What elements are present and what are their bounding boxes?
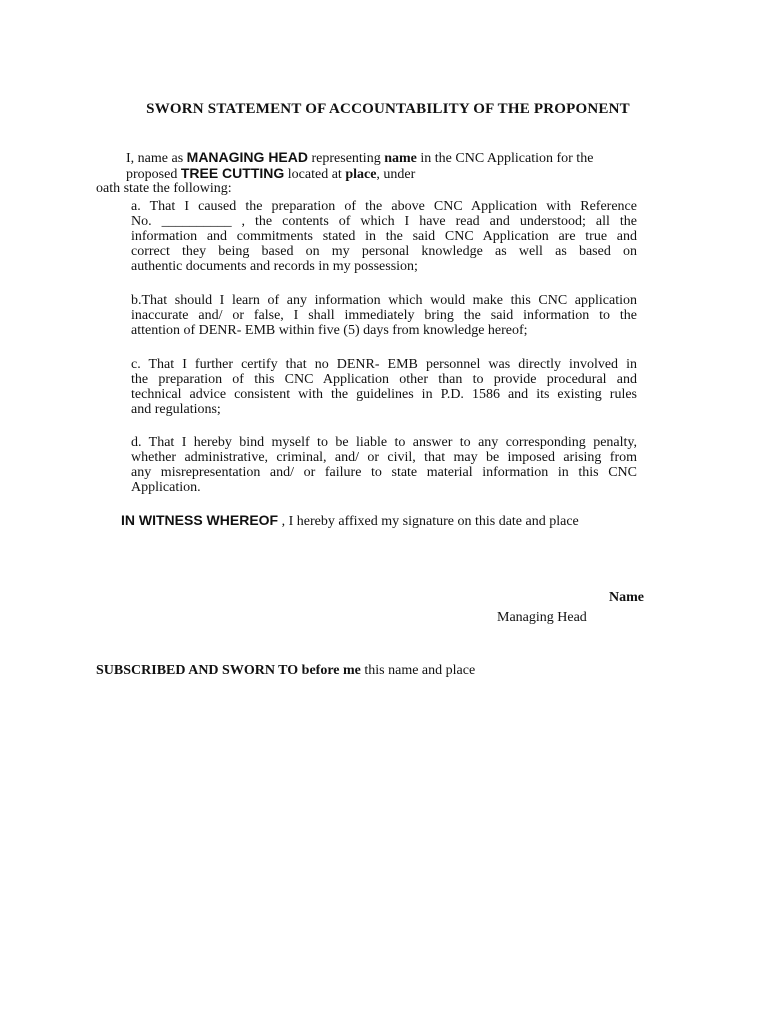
intro-text: I, name as (126, 151, 187, 166)
clause-d-line: any misrepresentation and/ or failure to state material information in this CNC (131, 465, 637, 480)
clause-c (131, 357, 637, 417)
intro-text: , under (376, 167, 416, 182)
clause-a-line: a. That I caused the preparation of the above CNC Application with Reference (131, 199, 637, 214)
clause-c-line: and regulations; (131, 402, 221, 417)
intro-text: representing (308, 151, 385, 166)
clause-b-line: attention of DENR- EMB within five (5) days from knowledge hereof; (131, 323, 528, 338)
clause-c-line: c. That I further certify that no DENR- EMB personnel was directly involved in (131, 357, 637, 372)
clause-b-line: b.That should I learn of any information which would make this CNC application (131, 293, 637, 308)
clause-b-line: inaccurate and/ or false, I shall immediately bring the said information to the (131, 308, 637, 323)
signatory-name: Name (609, 590, 644, 605)
jurat-before-me: before me (301, 663, 361, 678)
jurat-heading: SUBSCRIBED AND SWORN TO (96, 663, 302, 678)
signatory-title: Managing Head (497, 610, 587, 625)
clause-c-line: the preparation of this CNC Application other than to provide procedural and (131, 372, 637, 387)
clause-a-line: correct they being based on my personal knowledge as well as based on (131, 244, 637, 259)
document-title: SWORN STATEMENT OF ACCOUNTABILITY OF THE PROPONENT (146, 101, 630, 117)
clause-a (131, 199, 637, 274)
managing-head-role: MANAGING HEAD (186, 149, 308, 165)
proponent-name: name (384, 151, 417, 166)
clause-b (131, 293, 637, 338)
project-place: place (345, 167, 377, 182)
clause-a-line: No. __________ , the contents of which I have read and understood; all the (131, 214, 637, 229)
intro-text: located at (284, 167, 346, 182)
clause-d-line: d. That I hereby bind myself to be liable to answer to any corresponding penalty, (131, 435, 637, 450)
clause-a-line: authentic documents and records in my possession; (131, 259, 418, 274)
intro-text: in the CNC Application for the (416, 151, 594, 166)
jurat-text: this name and place (360, 663, 476, 678)
clause-a-line: information and commitments stated in the said CNC Application are true and (131, 229, 637, 244)
clause-c-line: technical advice consistent with the guidelines in P.D. 1586 and its existing rules (131, 387, 637, 402)
clause-d-line: Application. (131, 480, 201, 495)
project-type: TREE CUTTING (180, 165, 285, 181)
clause-d (131, 435, 637, 495)
witness-line (121, 512, 579, 530)
intro-line-3: oath state the following: (96, 181, 232, 196)
witness-heading: IN WITNESS WHEREOF (121, 512, 279, 528)
clause-d-line: whether administrative, criminal, and/ or civil, that may be imposed arising from (131, 450, 637, 465)
intro-text: proposed (126, 167, 181, 182)
witness-text: , I hereby affixed my signature on this date and place (278, 514, 579, 529)
jurat-line (96, 663, 475, 679)
